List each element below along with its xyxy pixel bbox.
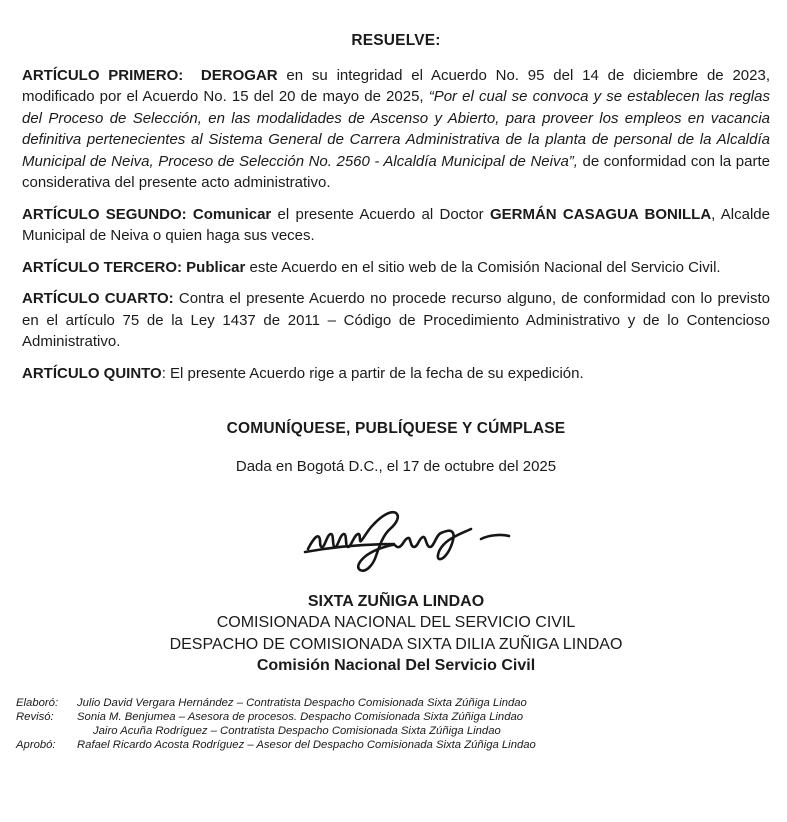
footer-label: Aprobó: — [16, 738, 56, 751]
signer-office: DESPACHO DE COMISIONADA SIXTA DILIA ZUÑIGA LINDAO — [169, 635, 623, 653]
handwritten-signature-icon — [293, 503, 523, 588]
text-segment: : El presente Acuerdo rige a partir de la fecha de su expedición. — [161, 364, 584, 382]
signer-name: SIXTA ZUÑIGA LINDAO — [307, 592, 485, 610]
footer-label: Revisó: — [16, 710, 54, 723]
signature-block — [22, 591, 770, 677]
footer-text: Julio David Vergara Hernández – Contratista Despacho Comisionada Sixta Zúñiga Lindao — [77, 696, 527, 709]
footer-line — [16, 724, 770, 738]
articles-section — [22, 65, 770, 385]
footer-credits — [16, 696, 770, 752]
text-segment: de conformidad con la parte considerativa del presente acto administrativo. — [22, 152, 770, 191]
text-segment: en su integridad el Acuerdo No. 95 del 14 de diciembre de 2023, modificado por el Acuerdo No. 15 del 20 de mayo de 2025, — [22, 66, 770, 105]
footer-line — [16, 696, 770, 710]
article-paragraph — [22, 288, 770, 353]
text-segment: ARTÍCULO PRIMERO: DEROGAR — [22, 66, 278, 84]
resolve-heading: RESUELVE: — [351, 32, 441, 49]
signer-title: COMISIONADA NACIONAL DEL SERVICIO CIVIL — [216, 614, 576, 631]
footer-text: Sonia M. Benjumea – Asesora de procesos. Despacho Comisionada Sixta Zúñiga Lindao — [77, 710, 524, 723]
footer-label: Elaboró: — [16, 696, 59, 709]
article-paragraph — [22, 363, 770, 385]
text-segment: este Acuerdo en el sitio web de la Comisión Nacional del Servicio Civil. — [245, 258, 721, 276]
signature-area — [22, 503, 770, 595]
text-segment: GERMÁN CASAGUA BONILLA — [489, 205, 712, 223]
article-paragraph — [22, 257, 770, 279]
footer-line — [16, 710, 770, 724]
text-segment: ARTÍCULO SEGUNDO: Comunicar — [22, 205, 272, 223]
signer-organization: Comisión Nacional Del Servicio Civil — [256, 657, 536, 674]
text-segment: ARTÍCULO CUARTO: — [22, 290, 174, 307]
footer-text: Jairo Acuña Rodríguez – Contratista Despacho Comisionada Sixta Zúñiga Lindao — [93, 724, 501, 737]
footer-line — [16, 738, 770, 752]
article-paragraph — [22, 65, 770, 194]
footer-text: Rafael Ricardo Acosta Rodríguez – Asesor del Despacho Comisionada Sixta Zúñiga Lindao — [77, 738, 536, 751]
article-paragraph — [22, 204, 770, 247]
dateline: Dada en Bogotá D.C., el 17 de octubre del 2025 — [235, 457, 557, 475]
text-segment: Contra el presente Acuerdo no procede recurso alguno, de conformidad con lo previsto en el artículo 75 de la Ley 1437 de 2011 – Código de Procedimiento Administrativo y de lo Contencioso Administrativo. — [22, 290, 770, 350]
text-segment: “Por el cual se convoca y se establecen las reglas del Proceso de Selección, en las modalidades de Ascenso y Abierto, para proveer los empleos en vacancia definitiva pertenecientes al Sistema General de Carrera Administrativa de la planta de personal de la Alcaldía Municipal de Neiva, Proceso de Selección No. 2560 - Alcaldía Municipal de Neiva”, — [22, 88, 770, 170]
text-segment: ARTÍCULO TERCERO: Publicar — [22, 258, 246, 276]
text-segment: el presente Acuerdo al Doctor — [271, 205, 490, 223]
signature-main-stroke — [308, 512, 471, 570]
text-segment: ARTÍCULO QUINTO — [22, 364, 162, 382]
closing-heading: COMUNÍQUESE, PUBLÍQUESE Y CÚMPLASE — [226, 420, 566, 437]
text-segment: , Alcalde Municipal de Neiva o quien haga sus veces. — [22, 205, 770, 244]
signature-dash-stroke — [481, 535, 509, 539]
